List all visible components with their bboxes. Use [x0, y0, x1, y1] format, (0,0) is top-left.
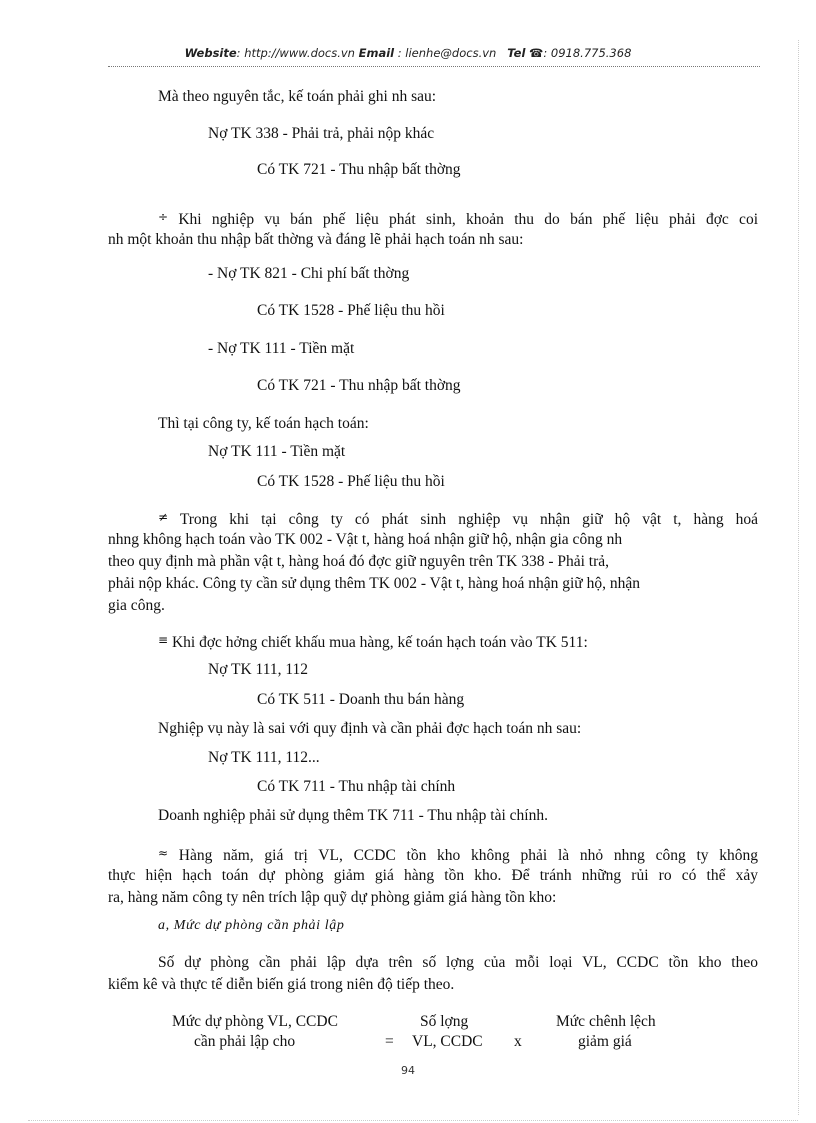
text-line: Nợ TK 111, 112 [208, 661, 309, 678]
page-edge [798, 40, 799, 1115]
formula-right-2: giảm giá [578, 1033, 632, 1050]
text-line: - Nợ TK 111 - Tiền mặt [208, 340, 355, 357]
paragraph-line [158, 630, 588, 653]
formula-mid-1: Số lợng [420, 1013, 469, 1030]
text-line: Doanh nghiệp phải sử dụng thêm TK 711 - Thu nhập tài chính. [158, 807, 548, 824]
website-value: : http://www.docs.vn [236, 46, 355, 60]
tel-label: Tel [507, 46, 526, 60]
text-line: theo quy định mà phần vật t, hàng hoá đó đợc giữ nguyên trên TK 338 - Phải trả, [108, 553, 610, 570]
paragraph-line [108, 843, 758, 866]
text-line: phải nộp khác. Công ty cần sử dụng thêm TK 002 - Vật t, hàng hoá nhận giữ hộ, nhận [108, 575, 640, 592]
text-line: Có TK 1528 - Phế liệu thu hồi [257, 473, 445, 490]
website-label: Website [184, 46, 237, 60]
formula-left-1: Mức dự phòng VL, CCDC [172, 1013, 338, 1030]
text-line: gia công. [108, 597, 165, 614]
text-line: nhng không hạch toán vào TK 002 - Vật t, hàng hoá nhận giữ hộ, nhận gia công nh [108, 531, 623, 548]
text-line: Nợ TK 111 - Tiền mặt [208, 443, 346, 460]
paragraph-line [108, 507, 758, 530]
text-line: Mà theo nguyên tắc, kế toán phải ghi nh sau: [158, 88, 437, 105]
text-line: Khi đợc hởng chiết khấu mua hàng, kế toán hạch toán vào TK 511: [171, 634, 588, 651]
text-line: Có TK 1528 - Phế liệu thu hồi [257, 302, 445, 319]
section-heading: a, Mức dự phòng cần phải lập [158, 918, 345, 933]
tel-value: : 0918.775.368 [543, 46, 632, 60]
text-line: thực hiện hạch toán dự phòng giảm giá hàng tồn kho. Để tránh những rủi ro có thể xảy [108, 867, 758, 884]
text-line: Trong khi tại công ty có phát sinh nghiệp vụ nhận giữ hộ vật t, hàng hoá [179, 511, 758, 528]
text-line: Có TK 711 - Thu nhập tài chính [257, 778, 456, 795]
bullet-icon: ≈ [158, 846, 169, 860]
text-line: Khi nghiệp vụ bán phế liệu phát sinh, khoản thu do bán phế liệu phải đợc coi [178, 211, 758, 228]
page-number: 94 [401, 1064, 415, 1077]
email-label: Email [358, 46, 395, 60]
footer-border [28, 1120, 798, 1121]
bullet-icon: ≠ [158, 510, 169, 524]
paragraph-line [108, 207, 758, 230]
formula-right-1: Mức chênh lệch [556, 1013, 656, 1030]
formula-left-2: cần phải lập cho [194, 1033, 296, 1050]
formula-times: x [514, 1033, 522, 1050]
text-line: Hàng năm, giá trị VL, CCDC tồn kho không phải là nhỏ nhng công ty không [178, 847, 758, 864]
phone-icon: ☎ [529, 46, 544, 60]
text-line: Nợ TK 338 - Phải trả, phải nộp khác [208, 125, 435, 142]
formula-mid-2: VL, CCDC [412, 1033, 483, 1050]
text-line: Có TK 511 - Doanh thu bán hàng [257, 691, 465, 708]
text-line: Có TK 721 - Thu nhập bất thờng [257, 377, 461, 394]
formula-equals: = [385, 1033, 394, 1050]
email-value: : lienhe@docs.vn [394, 46, 497, 60]
page-header [0, 46, 816, 60]
text-line: kiểm kê và thực tế diễn biến giá trong niên độ tiếp theo. [108, 976, 455, 993]
text-line: Có TK 721 - Thu nhập bất thờng [257, 161, 461, 178]
text-line: Số dự phòng cần phải lập dựa trên số lợng của mỗi loại VL, CCDC tồn kho theo [158, 954, 758, 971]
text-line: Nghiệp vụ này là sai với quy định và cần phải đợc hạch toán nh sau: [158, 720, 582, 737]
bullet-icon: ≡ [158, 633, 169, 647]
header-rule [108, 66, 760, 67]
text-line: Thì tại công ty, kế toán hạch toán: [158, 415, 369, 432]
text-line: ra, hàng năm công ty nên trích lập quỹ dự phòng giảm giá hàng tồn kho: [108, 889, 557, 906]
text-line: - Nợ TK 821 - Chi phí bất thờng [208, 265, 410, 282]
bullet-icon: ÷ [158, 210, 169, 224]
text-line: Nợ TK 111, 112... [208, 749, 320, 766]
text-line: nh một khoản thu nhập bất thờng và đáng lẽ phải hạch toán nh sau: [108, 231, 524, 248]
